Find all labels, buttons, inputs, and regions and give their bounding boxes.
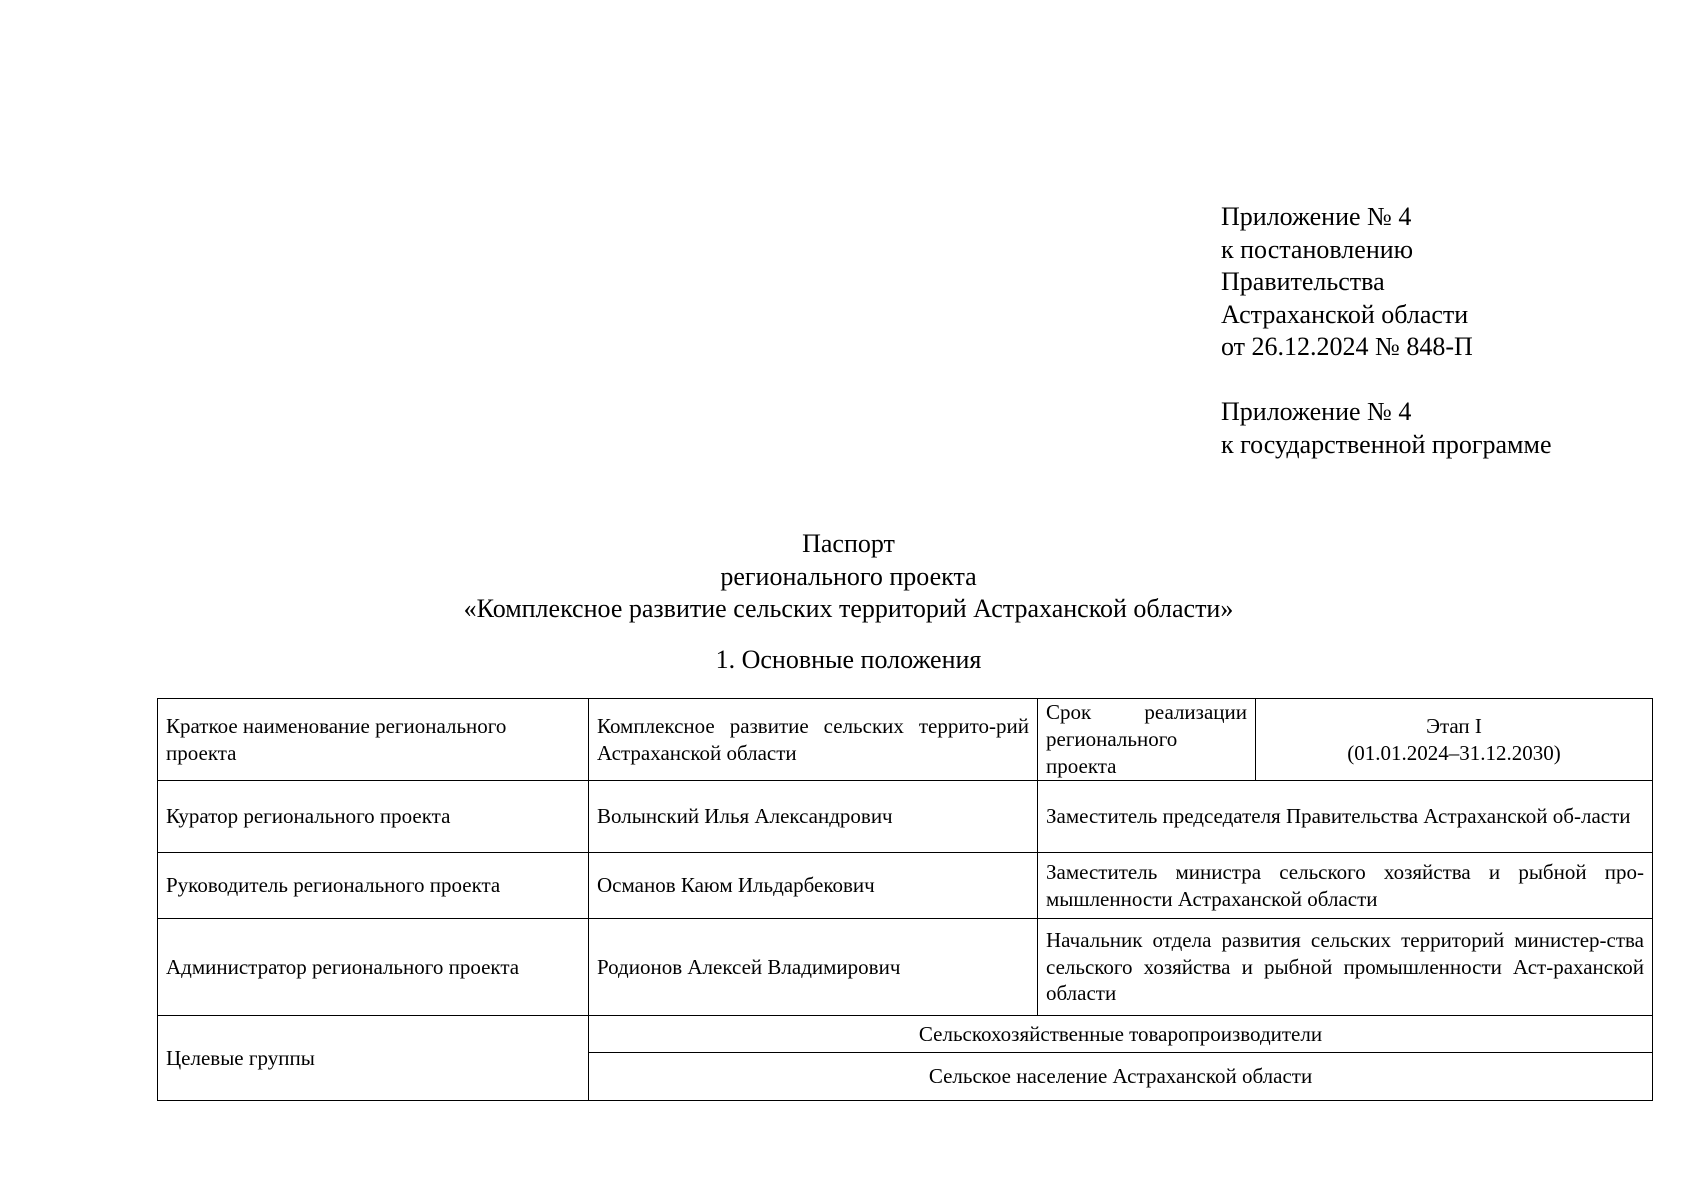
row-label: Целевые группы bbox=[158, 1016, 589, 1101]
appendix-gap bbox=[1221, 364, 1552, 397]
table-row bbox=[158, 1016, 1653, 1053]
row-label: Куратор регионального проекта bbox=[158, 781, 589, 853]
title-line-2: регионального проекта bbox=[720, 561, 977, 591]
passport-table bbox=[157, 698, 1653, 1101]
appendix-line: Приложение № 4 bbox=[1221, 397, 1412, 426]
table-row bbox=[158, 919, 1653, 1016]
title-line-1: Паспорт bbox=[802, 529, 895, 558]
head-name: Османов Каюм Ильдарбекович bbox=[589, 853, 1038, 919]
appendix-line: к постановлению bbox=[1221, 234, 1414, 264]
document-title bbox=[0, 528, 1697, 626]
table-row bbox=[158, 853, 1653, 919]
appendix-line: Астраханской области bbox=[1221, 299, 1469, 329]
title-line-3: «Комплексное развитие сельских территорий Астраханской области» bbox=[463, 594, 1234, 623]
section-heading: 1. Основные положения bbox=[715, 645, 982, 674]
row-label: Руководитель регионального проекта bbox=[158, 853, 589, 919]
project-name: Комплексное развитие сельских террито-рий Астраханской области bbox=[589, 699, 1038, 781]
target-group: Сельскохозяйственные товаропроизводители bbox=[589, 1016, 1653, 1053]
appendix-line: к государственной программе bbox=[1221, 429, 1552, 459]
appendix-header bbox=[1221, 201, 1552, 461]
target-group: Сельское население Астраханской области bbox=[589, 1053, 1653, 1101]
table-row bbox=[158, 699, 1653, 781]
stage-cell bbox=[1256, 699, 1653, 781]
curator-position: Заместитель председателя Правительства Астраханской об-ласти bbox=[1038, 781, 1653, 853]
administrator-position: Начальник отдела развития сельских территорий министер-ства сельского хозяйства и рыбной промышленности Аст-раханской области bbox=[1038, 919, 1653, 1016]
appendix-line: Правительства bbox=[1221, 267, 1385, 296]
row-label: Краткое наименование регионального проекта bbox=[158, 699, 589, 781]
appendix-line: от 26.12.2024 № 848-П bbox=[1221, 332, 1473, 361]
table-row bbox=[158, 781, 1653, 853]
stage-name: Этап I bbox=[1426, 714, 1482, 738]
curator-name: Волынский Илья Александрович bbox=[589, 781, 1038, 853]
row-label: Администратор регионального проекта bbox=[158, 919, 589, 1016]
administrator-name: Родионов Алексей Владимирович bbox=[589, 919, 1038, 1016]
stage-dates: (01.01.2024–31.12.2030) bbox=[1347, 740, 1561, 765]
appendix-line: Приложение № 4 bbox=[1221, 202, 1412, 231]
period-label: Срок реализации регионального проекта bbox=[1038, 699, 1256, 781]
head-position: Заместитель министра сельского хозяйства и рыбной про-мышленности Астраханской области bbox=[1038, 853, 1653, 919]
